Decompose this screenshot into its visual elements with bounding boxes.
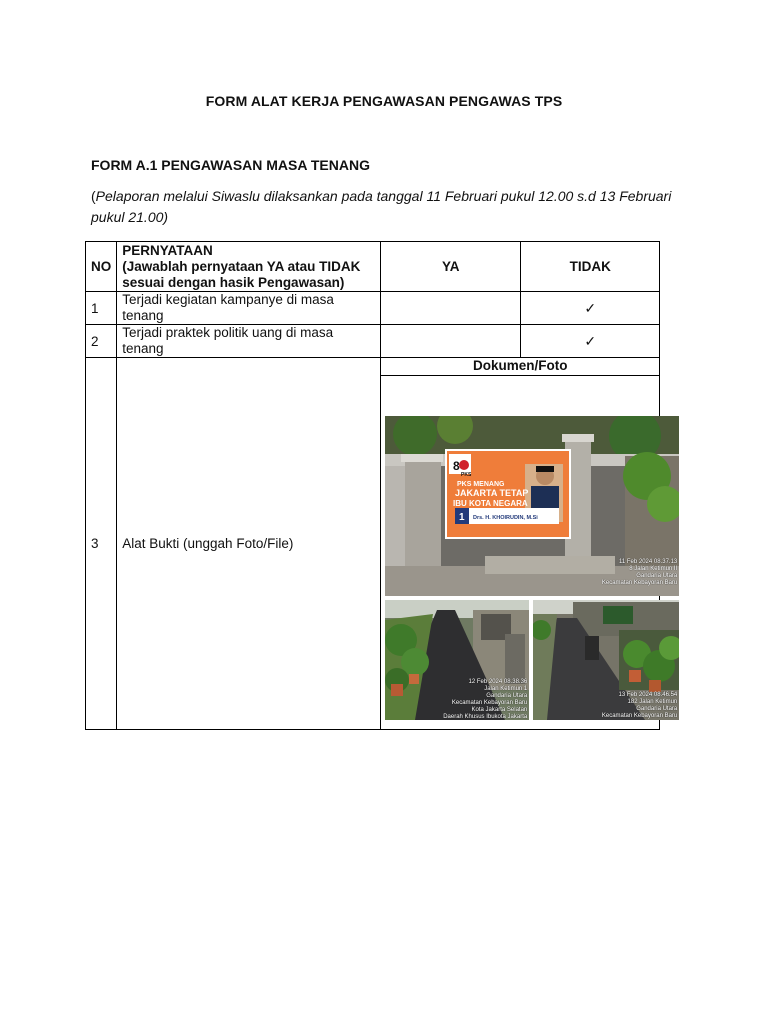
stamp-line: Kota Jakarta Selatan bbox=[471, 707, 528, 713]
row-ya-cell[interactable] bbox=[381, 325, 521, 358]
row-no: 2 bbox=[86, 325, 117, 358]
banner-candidate-name: Drs. H. KHOIRUDIN, M.Si bbox=[473, 515, 539, 521]
stamp-line: Gandaria Utara bbox=[636, 573, 678, 579]
supervision-table bbox=[85, 241, 678, 730]
table-row bbox=[86, 358, 660, 730]
stamp-line: 8 Jalan Ketimun II bbox=[629, 566, 678, 572]
street-photo-2[interactable] bbox=[533, 600, 679, 720]
row-ya-cell[interactable] bbox=[381, 292, 521, 325]
banner-photo-stamp bbox=[602, 559, 677, 587]
street-photo-1[interactable] bbox=[385, 600, 529, 720]
stamp-line: Gandaria Utara bbox=[636, 706, 678, 712]
note-text: Pelaporan melalui Siwaslu dilaksankan pada tanggal 11 Februari pukul 12.00 s.d 13 Februari pukul 21.00) bbox=[91, 188, 672, 225]
row-no: 1 bbox=[86, 292, 117, 325]
stamp-line: Daerah Khusus Ibukota Jakarta bbox=[443, 714, 528, 720]
stamp-line: 13 Feb 2024 08.46.54 bbox=[618, 692, 678, 698]
header-no: NO bbox=[86, 242, 117, 292]
header-statement bbox=[117, 242, 381, 292]
evidence-header: Dokumen/Foto bbox=[381, 358, 659, 376]
row-no: 3 bbox=[86, 358, 117, 730]
stamp-line: Gandaria Utara bbox=[486, 693, 528, 699]
banner-party: PKS bbox=[461, 472, 472, 478]
stamp-line: 11 Feb 2024 08.37.13 bbox=[618, 559, 678, 565]
row-tidak-check[interactable]: ✓ bbox=[521, 292, 660, 325]
header-tidak: TIDAK bbox=[521, 242, 660, 292]
header-statement-instruction: (Jawablah pernyataan YA atau TIDAK sesuai dengan hasik Pengawasan) bbox=[122, 258, 361, 290]
row-statement: Alat Bukti (unggah Foto/File) bbox=[117, 358, 381, 730]
banner-line1: PKS MENANG bbox=[457, 481, 505, 488]
note-open: ( bbox=[91, 188, 96, 204]
form-note bbox=[91, 186, 691, 228]
banner-line3: IBU KOTA NEGARA bbox=[453, 499, 528, 508]
stamp-line: Kecamatan Kebayoran Baru bbox=[601, 580, 678, 586]
header-ya: YA bbox=[381, 242, 521, 292]
banner-line2: JAKARTA TETAP bbox=[455, 488, 529, 498]
banner-photo[interactable] bbox=[385, 416, 679, 596]
street-photo-1-stamp bbox=[443, 679, 527, 720]
table-row bbox=[86, 292, 660, 325]
evidence-photos bbox=[381, 376, 678, 729]
banner-number: 8 bbox=[453, 459, 460, 473]
evidence-cell bbox=[381, 358, 678, 730]
row-tidak-check[interactable]: ✓ bbox=[521, 325, 660, 358]
header-statement-title: PERNYATAAN bbox=[122, 242, 213, 258]
stamp-line: Kecamatan Kebayoran Baru bbox=[451, 700, 528, 706]
table-row bbox=[86, 325, 660, 358]
row-statement: Terjadi kegiatan kampanye di masa tenang bbox=[117, 292, 381, 325]
form-title: FORM ALAT KERJA PENGAWASAN PENGAWAS TPS bbox=[205, 93, 563, 109]
stamp-line: Jalan Ketimun 1 bbox=[484, 686, 528, 692]
street-photo-2-stamp bbox=[602, 692, 677, 720]
stamp-line: 12 Feb 2024 08.38.36 bbox=[468, 679, 528, 685]
stamp-line: Kecamatan Kebayoran Baru bbox=[601, 713, 678, 719]
stamp-line: 182 Jalan Ketimun bbox=[627, 699, 678, 705]
banner-candidate-no: 1 bbox=[459, 512, 465, 523]
form-subtitle: FORM A.1 PENGAWASAN MASA TENANG bbox=[91, 157, 370, 173]
row-statement: Terjadi praktek politik uang di masa tenang bbox=[117, 325, 381, 358]
